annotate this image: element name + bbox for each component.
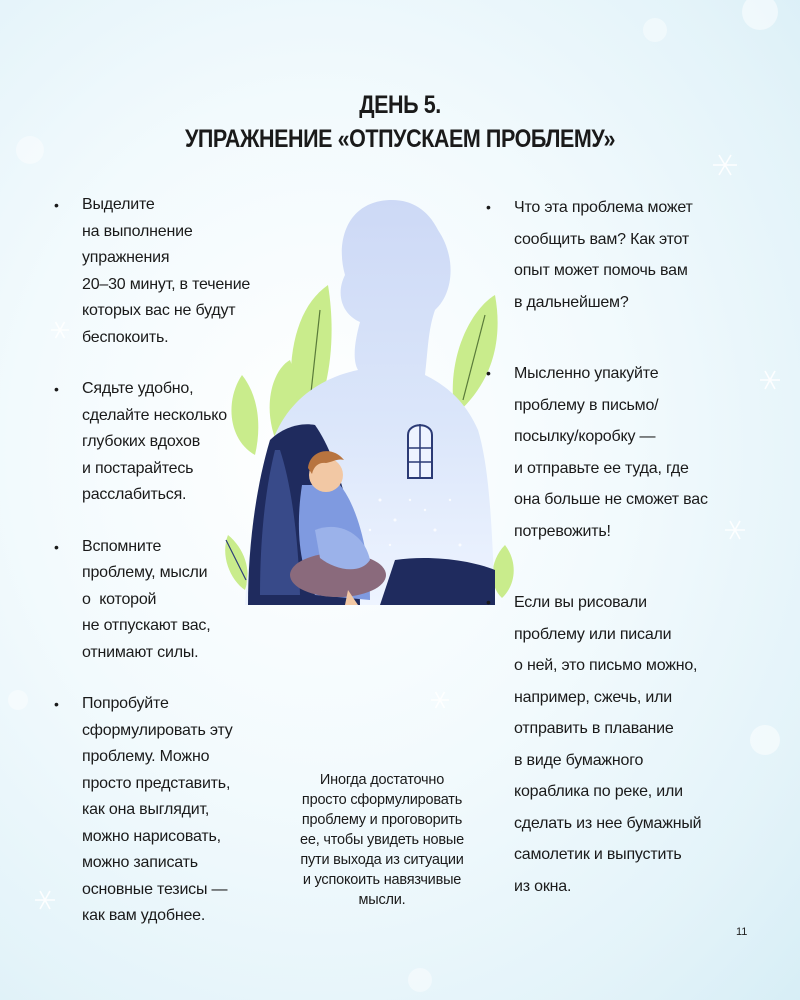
left-steps-list	[52, 192, 267, 955]
title-day: ДЕНЬ 5.	[359, 91, 441, 119]
list-item: • Если вы рисовали проблему или писали о ней, это письмо можно, например, сжечь, или отправить в плавание в виде бумажного кораблика по реке, или сделать из нее бумажный самолетик и выпустить из окна.	[484, 587, 734, 902]
list-item: • Выделите на выполнение упражнения 20–30 минут, в течение которых вас не будут беспокоить.	[52, 192, 267, 351]
list-item: • Что эта проблема может сообщить вам? Как этот опыт может помочь вам в дальнейшем?	[484, 192, 734, 318]
bullet: •	[486, 365, 491, 381]
bullet: •	[54, 197, 59, 213]
snowflake-icon	[760, 371, 780, 389]
bullet: •	[486, 594, 491, 610]
window-icon	[408, 424, 432, 478]
snowflake-icon	[713, 155, 737, 175]
right-steps-list	[484, 192, 734, 902]
bullet: •	[486, 199, 491, 215]
title-exercise: УПРАЖНЕНИЕ «ОТПУСКАЕМ ПРОБЛЕМУ»	[184, 125, 616, 153]
illustration-caption: Иногда достаточно просто сформулировать проблему и проговорить ее, чтобы увидеть новые пути выхода из ситуации и успокоить навязчивые мысли.	[299, 772, 465, 908]
list-item: • Мысленно упакуйте проблему в письмо/ посылку/коробку — и отправьте ее туда, где она больше не сможет вас потревожить!	[484, 358, 734, 547]
snowflake-icon	[431, 692, 449, 708]
list-item: • Вспомните проблему, мысли о которой не отпускают вас, отнимают силы.	[52, 534, 267, 667]
list-item: • Сядьте удобно, сделайте несколько глубоких вдохов и постарайтесь расслабиться.	[52, 376, 267, 509]
bullet: •	[54, 538, 59, 555]
list-item: • Попробуйте сформулировать эту проблему. Можно просто представить, как она выглядит, можно нарисовать, можно записать основные тезисы — как вам удобнее.	[52, 691, 267, 930]
bullet: •	[54, 696, 59, 712]
bullet: •	[54, 381, 59, 397]
page-title	[142, 88, 658, 156]
page-number: 11	[736, 926, 748, 938]
